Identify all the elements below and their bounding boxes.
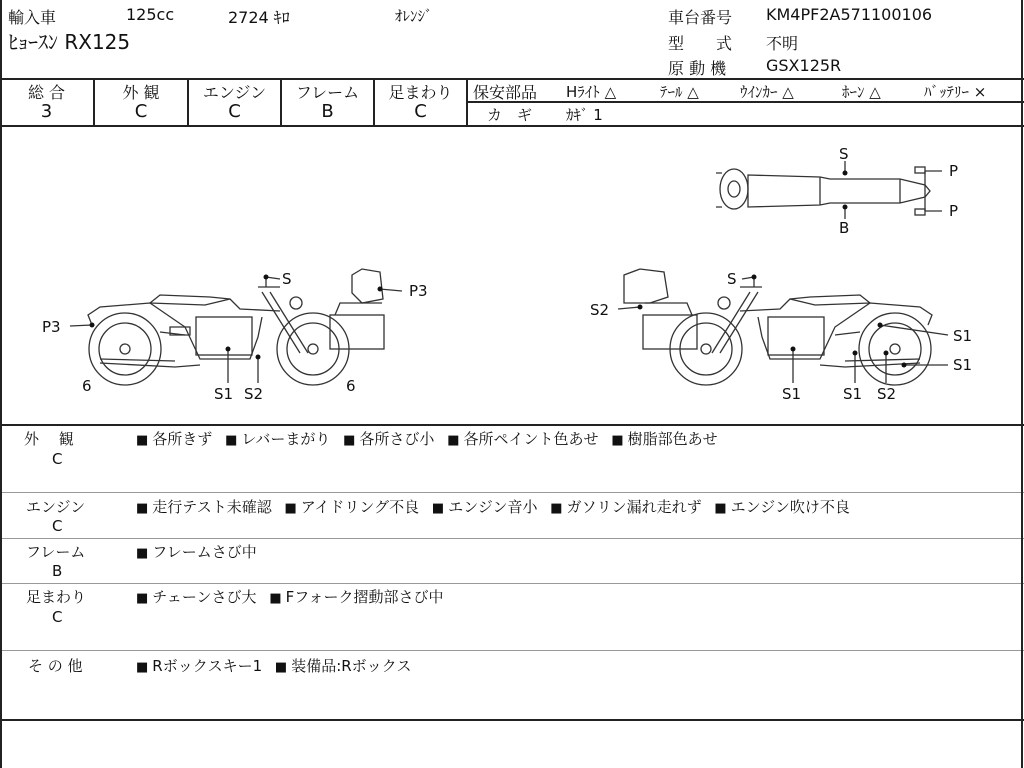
category-label: 輸入車 <box>8 8 57 27</box>
grade-value-suspension: C <box>414 101 427 122</box>
notes-items-suspension: ■ チェーンさび大 ■ Fフォーク摺動部さび中 <box>136 588 444 606</box>
label-6: 6 <box>82 377 92 395</box>
notes-label-other: そ の 他 <box>28 657 83 675</box>
notes-grade-engine: C <box>52 517 63 535</box>
grade-value-frame: B <box>321 101 334 122</box>
label-s: S <box>839 145 849 163</box>
divider <box>1021 0 1023 768</box>
notes-grade-exterior: C <box>52 450 63 468</box>
notes-items-engine: ■ 走行テスト未確認 ■ アイドリング不良 ■ エンジン音小 ■ ガソリン漏れ走れず ■ エンジン吹け不良 <box>136 498 850 516</box>
motorcycle-top-view <box>716 167 930 215</box>
engine-value: GSX125R <box>766 56 842 75</box>
label-s1: S1 <box>953 356 973 374</box>
notes-items-exterior: ■ 各所きず ■ レバーまがり ■ 各所さび小 ■ 各所ペイント色あせ ■ 樹脂部色あせ <box>136 430 718 448</box>
notes-label-frame: フレーム <box>26 543 86 561</box>
divider <box>0 650 1024 651</box>
grade-value-exterior: C <box>134 101 148 122</box>
label-6: 6 <box>346 377 356 395</box>
notes-grade-frame: B <box>52 562 63 580</box>
safety-item-winker: ｳｲﾝｶｰ △ <box>740 83 794 101</box>
grade-header-total: 総 合 <box>27 83 66 102</box>
grade-header-engine: エンジン <box>202 83 267 102</box>
grade-header-exterior: 外 観 <box>122 83 160 102</box>
key-value: ｶｷﾞ 1 <box>566 106 603 124</box>
label-p: P <box>949 202 959 220</box>
notes-grade-suspension: C <box>52 608 63 626</box>
divider <box>0 492 1024 493</box>
mileage: 2724 ｷﾛ <box>228 8 290 27</box>
safety-item-headlight: Hﾗｲﾄ △ <box>566 83 617 101</box>
safety-item-tail: ﾃｰﾙ △ <box>660 83 699 101</box>
leader-lines <box>70 161 948 383</box>
label-s: S <box>282 270 292 288</box>
divider <box>0 424 1024 426</box>
type-value: 不明 <box>766 34 799 53</box>
label-p: P <box>949 162 959 180</box>
grade-header-suspension: 足まわり <box>388 83 453 102</box>
notes-label-suspension: 足まわり <box>26 588 87 606</box>
label-s2: S2 <box>244 385 264 403</box>
divider <box>0 583 1024 584</box>
divider <box>0 719 1024 721</box>
label-p3: P3 <box>409 282 428 300</box>
type-label: 型 式 <box>668 34 733 53</box>
label-s1: S1 <box>214 385 234 403</box>
grade-value-engine: C <box>228 101 241 122</box>
grade-header-frame: フレーム <box>295 83 360 102</box>
safety-label: 保安部品 <box>473 83 538 102</box>
safety-item-battery: ﾊﾞｯﾃﾘｰ × <box>924 83 987 101</box>
damage-markers <box>90 171 907 368</box>
label-s2: S2 <box>590 301 610 319</box>
engine-label: 原 動 機 <box>668 59 727 78</box>
label-s2: S2 <box>877 385 897 403</box>
grade-value-total: 3 <box>40 101 53 122</box>
divider <box>466 78 468 126</box>
model-name: ﾋｮｰｽﾝ RX125 <box>8 30 131 54</box>
label-s: S <box>727 270 737 288</box>
displacement: 125cc <box>126 5 175 24</box>
label-b: B <box>839 219 850 237</box>
label-s1: S1 <box>953 327 973 345</box>
damage-diagram <box>0 127 1020 423</box>
color: ｵﾚﾝｼﾞ <box>395 7 433 25</box>
notes-items-frame: ■ フレームさび中 <box>136 543 257 561</box>
label-s1: S1 <box>782 385 802 403</box>
notes-label-engine: エンジン <box>26 498 86 516</box>
frame-no: KM4PF2A571100106 <box>766 5 933 24</box>
notes-label-exterior: 外 観 <box>24 430 74 448</box>
divider <box>0 538 1024 539</box>
frame-no-label: 車台番号 <box>668 8 733 27</box>
safety-item-horn: ﾎｰﾝ △ <box>842 83 881 101</box>
key-label: カ ギ <box>487 106 533 124</box>
label-p3: P3 <box>42 318 61 336</box>
notes-items-other: ■ Rボックスキー1 ■ 装備品:Rボックス <box>136 657 412 675</box>
motorcycle-left-side <box>88 269 384 385</box>
label-s1: S1 <box>843 385 863 403</box>
